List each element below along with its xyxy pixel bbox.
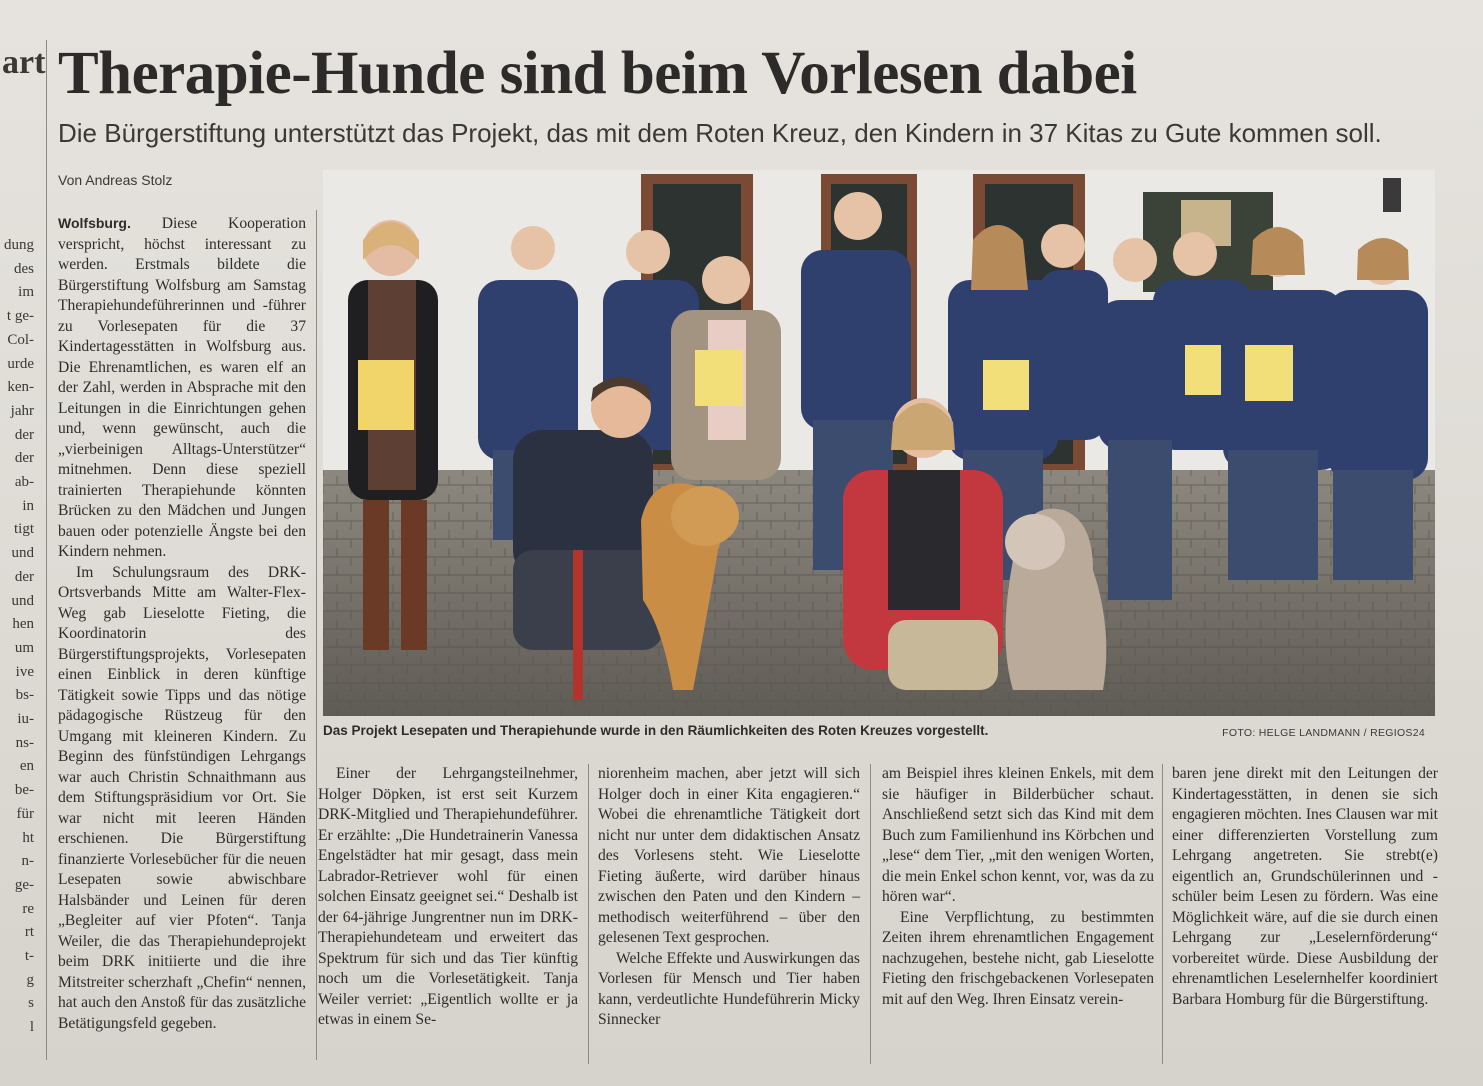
previous-article-line-fragment: n- <box>21 853 34 870</box>
previous-article-line-fragment: der <box>14 426 34 443</box>
previous-article-line-fragment: der <box>14 450 34 467</box>
previous-article-line-fragment: Col- <box>7 331 34 348</box>
article-column-2 <box>318 764 578 1031</box>
previous-article-line-fragment: tigt <box>13 521 34 538</box>
previous-article-line-fragment: in <box>22 497 34 514</box>
previous-article-line-fragment: s <box>28 995 34 1012</box>
previous-article-line-fragment: t- <box>24 948 34 964</box>
previous-article-line-fragment: ken- <box>7 379 34 396</box>
previous-article-line-fragment: bs- <box>15 687 34 704</box>
previous-article-line-fragment: iu- <box>17 711 34 727</box>
previous-article-line-fragment: ht <box>22 829 34 846</box>
previous-headline-fragment: art <box>2 44 46 81</box>
column-rule <box>870 764 871 1064</box>
article-column-4 <box>882 764 1154 1010</box>
photo-credit: FOTO: HELGE LANDMANN / REGIOS24 <box>1222 727 1425 739</box>
column-rule <box>1162 764 1163 1064</box>
group-photo <box>323 170 1435 716</box>
column-rule <box>588 764 589 1064</box>
article-column-1 <box>58 213 306 1034</box>
dateline: Wolfsburg. <box>58 215 131 231</box>
previous-article-line-fragment: des <box>14 260 34 277</box>
paragraph: niorenheim machen, aber jetzt will sich Holger doch in einer Kita engagieren.“ Wobei die ehrenamtliche Tätigkeit dort nicht nur unter dem didaktischen Ansatz des Vorlesens steht. Wie Lieselotte Fieting äußerte, wird darüber hinaus zwischen den Paten und den Kindern – methodisch weiterführend – über den gelesenen Text gesprochen. <box>598 765 860 946</box>
previous-article-line-fragment: im <box>18 284 34 301</box>
previous-article-line-fragment: um <box>14 639 34 656</box>
paragraph: Diese Kooperation verspricht, höchst interessant zu werden. Erstmals bildete die Bürgerstiftung Wolfsburg am Samstag Therapiehundeführerinnen und -führer zu Vorlesepaten für die 37 Kindertagesstätten in Wolfsburg aus. Die Ehrenamtlichen, es waren elf an der Zahl, werden in Absprache mit den Leitungen in die Einrichtungen gehen und, wenn gewünscht, auch die „vierbeinigen Alltags-Unterstützer“ mitnehmen. Denn diese speziell trainierten Therapiehunde könnten Brücken zu den Mädchen und Jungen bauen oder potenzielle Ängste bei den Kindern nehmen. <box>58 215 306 560</box>
previous-article-line-fragment: re <box>22 900 34 917</box>
previous-article-line-fragment: für <box>16 805 34 822</box>
article-column-3 <box>598 764 860 1031</box>
previous-article-line-fragment: dung <box>4 237 34 253</box>
article-subheadline: Die Bürgerstiftung unterstützt das Projekt, das mit dem Roten Kreuz, den Kindern in 37 Kitas zu Gute kommen soll. <box>58 118 1382 148</box>
previous-article-line-fragment: rt <box>24 924 34 941</box>
previous-article-line-fragment: und <box>11 592 34 609</box>
previous-article-line-fragment: t ge- <box>6 308 34 325</box>
previous-article-line-fragment: und <box>11 545 34 562</box>
paragraph: am Beispiel ihres kleinen Enkels, mit dem sie häufiger in Bilderbücher schaut. Anschließend setzt sich das Kind mit dem Buch zum Familienhund ins Körbchen und „lese“ dem Tier, „mit den wenigen Worten, die mein Enkel schon kennt, vor, was da zu hören war“. <box>882 765 1154 905</box>
previous-article-line-fragment: en <box>19 758 34 775</box>
previous-article-line-fragment: ge- <box>14 876 34 893</box>
previous-article-line-fragment: l <box>29 1019 34 1036</box>
paragraph: Einer der Lehrgangsteilnehmer, Holger Döpken, ist erst seit Kurzem DRK-Mitglied und Therapiehundeführer. Er erzählte: „Die Hundetrainerin Vanessa Engelstädter hat mir gesagt, dass mein Labrador-Retriever wohl für einen solchen Einsatz geeignet sei.“ Deshalb ist der 64-jährige Jungrentner nun im DRK-Therapiehundeteam und erweitert das Spektrum für sich und das Tier künftig noch um die Vorlesetätigkeit. Tanja Weiler verriet: „Eigentlich wollte er ja etwas in einem Se- <box>318 765 578 1028</box>
previous-article-line-fragment: ive <box>15 663 34 680</box>
photo-caption: Das Projekt Lesepaten und Therapiehunde wurde in den Räumlichkeiten des Roten Kreuzes vorgestellt. <box>323 723 989 738</box>
paragraph: Im Schulungsraum des DRK-Ortsverbands Mitte am Walter-Flex-Weg gab Lieselotte Fieting, die Koordinatorin des Bürgerstiftungsprojekts, Vorlesepaten einen Einblick in deren künftige Tätigkeit sowie Tipps und das nötige pädagogische Rüstzeug für den Umgang mit kleineren Kindern. Zu Beginn des fünfstündigen Lehrgangs war auch Christin Schnaithmann aus dem Stiftungspräsidium vor Ort. Sie war nicht mit leeren Händen erschienen. Die Bürgerstiftung finanzierte Vorlesebücher für die neuen Lesepaten sowie abwischbare Halsbänder und Leinen für deren „Begleiter auf vier Pfoten“. Tanja Weiler, die das Therapiehundeprojekt beim DRK initiierte und die ihre Mitstreiter scherzhaft „Chefin“ nennen, hat auch den Anstoß für das zusätzliche Betätigungsfeld gegeben. <box>58 563 306 1032</box>
previous-article-line-fragment: ns- <box>15 734 34 751</box>
previous-article-line-fragment: jahr <box>10 402 34 419</box>
previous-article-line-fragment: be- <box>14 782 34 799</box>
column-rule <box>46 40 47 1060</box>
previous-article-line-fragment: der <box>14 568 34 585</box>
previous-article-line-fragment: g <box>26 971 34 988</box>
paragraph: Welche Effekte und Auswirkungen das Vorlesen für Mensch und Tier haben kann, verdeutlichte Hundeführerin Micky Sinnecker <box>598 949 860 1028</box>
paragraph: baren jene direkt mit den Leitungen der Kindertagesstätten, in denen sie sich engagieren möchten. Ines Clausen war mit einer differenzierten Vorstellung zum Lehrgang angetreten. Sie strebt(e) eigentlich an, Grundschülerinnen und -schüler beim Lesen zu fördern. Was eine Möglichkeit wäre, auf die sie durch einen Lehrgang zur „Leselernförderung“ vorbereitet würde. Diese Ausbildung der ehrenamtlichen Leselernhelfer koordiniert Barbara Homburg für die Bürgerstiftung. <box>1172 765 1438 1008</box>
photo-illustration <box>323 170 1435 716</box>
previous-article-column <box>0 0 46 1086</box>
column-rule <box>316 210 317 1060</box>
article-headline: Therapie-Hunde sind beim Vorlesen dabei <box>58 40 1137 107</box>
previous-article-line-fragment: urde <box>7 355 34 372</box>
previous-article-line-fragment: hen <box>12 616 34 633</box>
article-column-5 <box>1172 764 1438 1010</box>
previous-article-line-fragment: ab- <box>14 474 34 490</box>
paragraph: Eine Verpflichtung, zu bestimmten Zeiten ihrem ehrenamtlichen Engagement nachzugehen, bestehe nicht, gab Lieselotte Fieting den frischgebackenen Vorlesepaten mit auf den Weg. Ihren Einsatz verein- <box>882 908 1154 1008</box>
byline: Von Andreas Stolz <box>58 172 173 188</box>
